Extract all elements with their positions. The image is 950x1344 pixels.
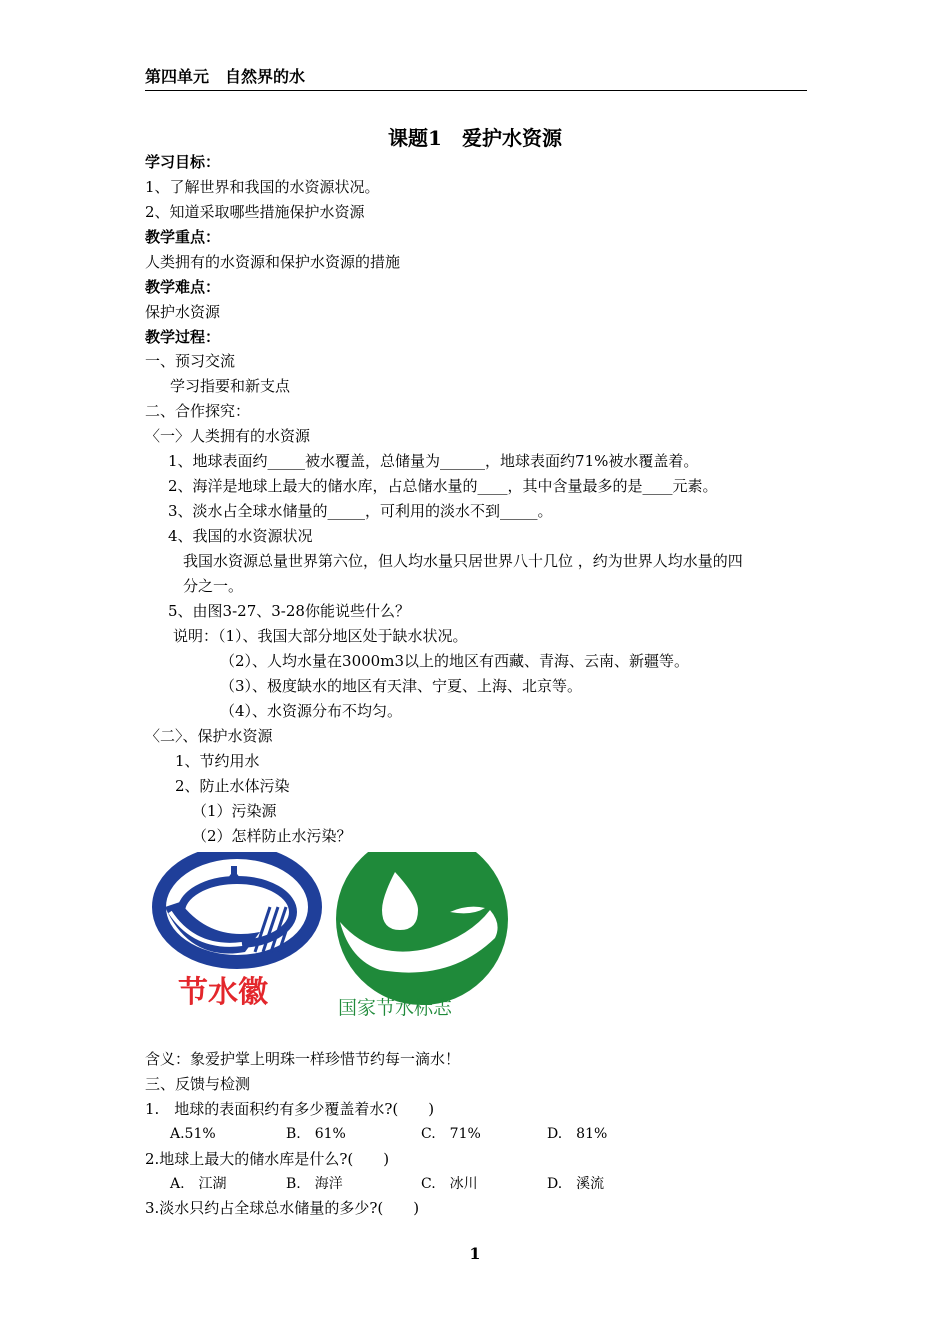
question-2: 2、海洋是地球上最大的储水库，占总储水量的____，其中含量最多的是____元素。	[168, 477, 718, 495]
question-1: 1、地球表面约_____被水覆盖，总储量为______，地球表面约71%被水覆盖着。	[168, 452, 699, 470]
emblem-caption: 节水徽	[178, 975, 268, 1010]
unit-header: 第四单元 自然界的水	[145, 66, 807, 91]
part-2-item-2a: （1）污染源	[192, 802, 277, 820]
quiz-option: C. 71%	[421, 1126, 481, 1142]
part-2-item-2: 2、防止水体污染	[175, 777, 290, 795]
objectives-heading: 学习目标：	[145, 153, 221, 171]
water-saving-emblem-icon	[159, 852, 315, 962]
quiz-question-1: 1. 地球的表面积约有多少覆盖着水?( )	[145, 1100, 435, 1118]
water-saving-logos	[150, 852, 530, 1027]
question-4: 4、我国的水资源状况	[168, 527, 313, 545]
question-3: 3、淡水占全球水储量的_____，可利用的淡水不到_____。	[168, 502, 553, 520]
quiz-option: D. 溪流	[547, 1176, 605, 1192]
process-heading: 教学过程：	[145, 328, 221, 346]
quiz-question-3: 3.淡水只约占全球总水储量的多少?( )	[145, 1199, 420, 1217]
logo-caption: 国家节水标志	[338, 997, 453, 1019]
section-1: 一、预习交流	[145, 352, 236, 370]
question-5: 5、由图3-27、3-28你能说些什么？	[168, 602, 410, 620]
objective-item: 1、了解世界和我国的水资源状况。	[145, 178, 380, 196]
quiz-option: A.51%	[170, 1126, 216, 1142]
part-2-item-1: 1、节约用水	[175, 752, 260, 770]
quiz-question-2: 2.地球上最大的储水库是什么?( )	[145, 1150, 390, 1168]
key-points-heading: 教学重点：	[145, 228, 221, 246]
note-4: （4）、水资源分布不均匀。	[220, 702, 403, 720]
part-2-heading: 〈二〉、保护水资源	[145, 727, 273, 745]
quiz-option: D. 81%	[547, 1126, 608, 1142]
quiz-option: B. 海洋	[286, 1176, 343, 1192]
key-points-text: 人类拥有的水资源和保护水资源的措施	[145, 253, 401, 271]
quiz-option: C. 冰川	[421, 1176, 478, 1192]
difficulty-heading: 教学难点：	[145, 278, 221, 296]
national-water-saving-icon	[336, 852, 508, 1005]
page-number: 1	[469, 1244, 481, 1263]
section-3: 三、反馈与检测	[145, 1075, 251, 1093]
lesson-title: 课题1 爱护水资源	[388, 126, 562, 150]
objective-item: 2、知道采取哪些措施保护水资源	[145, 203, 365, 221]
question-4-text: 我国水资源总量世界第六位，但人均水量只居世界八十几位 ，约为世界人均水量的四	[183, 552, 743, 570]
difficulty-text: 保护水资源	[145, 303, 221, 321]
note-2: （2）、人均水量在3000m3以上的地区有西藏、青海、云南、新疆等。	[220, 652, 689, 670]
quiz-option: A. 江湖	[170, 1176, 227, 1192]
part-2-item-2b: （2）怎样防止水污染？	[192, 827, 352, 845]
note-3: （3）、极度缺水的地区有天津、宁夏、上海、北京等。	[220, 677, 583, 695]
part-1-heading: 〈一〉人类拥有的水资源	[145, 427, 311, 445]
question-4-text-cont: 分之一。	[183, 577, 244, 595]
section-1-sub: 学习指要和新支点	[170, 377, 291, 395]
quiz-option: B. 61%	[286, 1126, 346, 1142]
note-1: 说明：（1）、我国大部分地区处于缺水状况。	[173, 627, 468, 645]
meaning-text: 含义：象爱护掌上明珠一样珍惜节约每一滴水！	[145, 1050, 461, 1068]
section-2: 二、合作探究：	[145, 402, 251, 420]
